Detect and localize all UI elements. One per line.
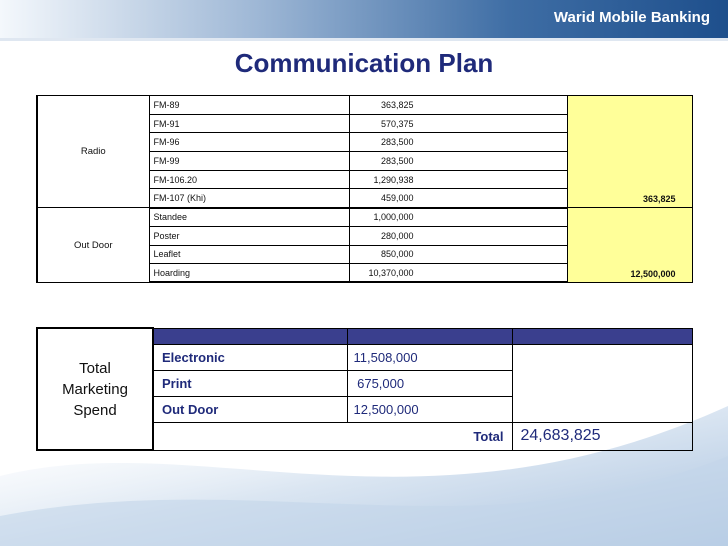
group-total-radio: 363,825 bbox=[567, 96, 692, 208]
category-out-door: Out Door bbox=[37, 208, 149, 283]
item-name: FM-91 bbox=[149, 114, 349, 133]
spend-label: Electronic bbox=[153, 344, 347, 370]
spend-label: Out Door bbox=[153, 396, 347, 422]
category-radio: Radio bbox=[37, 96, 149, 208]
page-title: Communication Plan bbox=[234, 48, 494, 78]
item-name: Standee bbox=[149, 208, 349, 227]
item-name: FM-106.20 bbox=[149, 170, 349, 189]
item-name: FM-89 bbox=[149, 96, 349, 115]
header-bar bbox=[0, 0, 728, 38]
item-name: Hoarding bbox=[149, 264, 349, 283]
spend-value: 12,500,000 bbox=[347, 396, 512, 422]
header-bar-cell bbox=[347, 328, 512, 344]
spend-label: Print bbox=[153, 370, 347, 396]
total-label: Total bbox=[153, 422, 512, 450]
group-total-out-door: 12,500,000 bbox=[567, 208, 692, 283]
header-divider bbox=[0, 38, 728, 41]
item-value: 10,370,000 bbox=[349, 264, 567, 283]
media-breakdown-table bbox=[36, 95, 693, 283]
item-value: 283,500 bbox=[349, 152, 567, 171]
item-value: 280,000 bbox=[349, 226, 567, 245]
item-name: FM-96 bbox=[149, 133, 349, 152]
category-line: Total bbox=[79, 359, 111, 377]
item-value: 570,375 bbox=[349, 114, 567, 133]
item-name: FM-99 bbox=[149, 152, 349, 171]
item-value: 363,825 bbox=[349, 96, 567, 115]
table-row bbox=[37, 96, 692, 115]
item-value: 850,000 bbox=[349, 245, 567, 264]
item-name: FM-107 (Khi) bbox=[149, 189, 349, 208]
brand-title: Warid Mobile Banking bbox=[553, 9, 710, 26]
total-spend-table bbox=[36, 327, 693, 451]
item-name: Leaflet bbox=[149, 245, 349, 264]
item-name: Poster bbox=[149, 226, 349, 245]
item-value: 1,290,938 bbox=[349, 170, 567, 189]
category-line: Marketing bbox=[62, 380, 128, 398]
header-bar-cell bbox=[153, 328, 347, 344]
item-value: 283,500 bbox=[349, 133, 567, 152]
table-row bbox=[37, 208, 692, 227]
total-value: 24,683,825 bbox=[512, 422, 692, 450]
spend-value: 11,508,000 bbox=[347, 344, 512, 370]
total-marketing-spend-label bbox=[37, 328, 153, 450]
item-value: 1,000,000 bbox=[349, 208, 567, 227]
category-line: Spend bbox=[73, 401, 117, 419]
blank-cell bbox=[512, 344, 692, 422]
header-bar-cell bbox=[512, 328, 692, 344]
item-value: 459,000 bbox=[349, 189, 567, 208]
spend-value: 675,000 bbox=[347, 370, 512, 396]
